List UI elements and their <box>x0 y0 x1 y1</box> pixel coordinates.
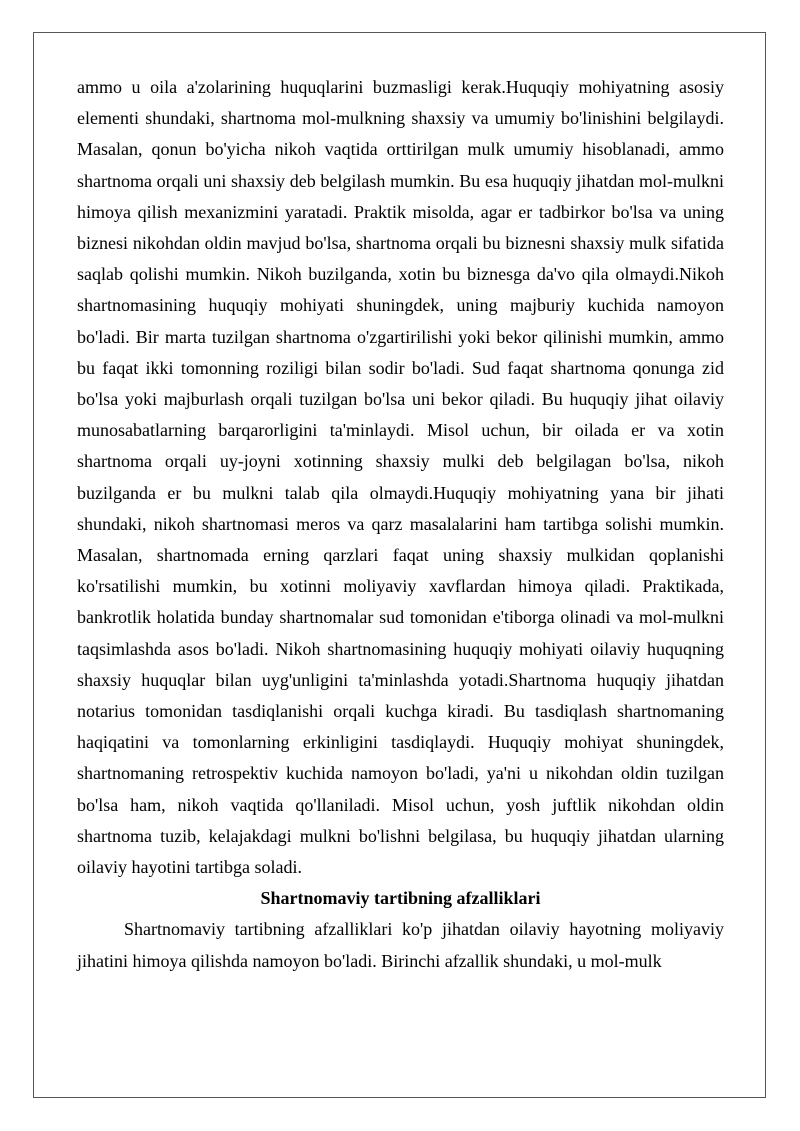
section-heading: Shartnomaviy tartibning afzalliklari <box>260 888 541 909</box>
body-paragraph-indented: Shartnomaviy tartibning afzalliklari ko'p jihatdan oilaviy hayotning moliyaviy jihatini himoya qilishda namoyon bo'ladi. Birinchi afzallik shundaki, u mol-mulk <box>77 919 724 971</box>
body-paragraph: ammo u oila a'zolarining huquqlarini buzmasligi kerak.Huquqiy mohiyatning asosiy elementi shundaki, shartnoma mol-mulkning shaxsiy va umumiy bo'linishini belgilaydi. Masalan, qonun bo'yicha nikoh vaqtida orttirilgan mulk umumiy hisoblanadi, ammo shartnoma orqali uni shaxsiy deb belgilash mumkin. Bu esa huquqiy jihatdan mol-mulkni himoya qilish mexanizmini yaratadi. Praktik misolda, agar er tadbirkor bo'lsa va uning biznesi nikohdan oldin mavjud bo'lsa, shartnoma orqali bu biznesni shaxsiy mulk sifatida saqlab qolishi mumkin. Nikoh buzilganda, xotin bu biznesga da'vo qila olmaydi.Nikoh shartnomasining huquqiy mohiyati shuningdek, uning majburiy kuchida namoyon bo'ladi. Bir marta tuzilgan shartnoma o'zgartirilishi yoki bekor qilinishi mumkin, ammo bu faqat ikki tomonning roziligi bilan sodir bo'ladi. Sud faqat shartnoma qonunga zid bo'lsa yoki majburlash orqali tuzilgan bo'lsa uni bekor qiladi. Bu huquqiy jihat oilaviy munosabatlarning barqarorligini ta'minlaydi. Misol uchun, bir oilada er va xotin shartnoma orqali uy-joyni xotinning shaxsiy mulki deb belgilagan bo'lsa, nikoh buzilganda er bu mulkni talab qila olmaydi.Huquqiy mohiyatning yana bir jihati shundaki, nikoh shartnomasi meros va qarz masalalarini ham tartibga solishi mumkin. Masalan, shartnomada erning qarzlari faqat uning shaxsiy mulkidan qoplanishi ko'rsatilishi mumkin, bu xotinni moliyaviy xavflardan himoya qiladi. Praktikada, bankrotlik holatida bunday shartnomalar sud tomonidan e'tiborga olinadi va mol-mulkni taqsimlashda asos bo'ladi. Nikoh shartnomasining huquqiy mohiyati oilaviy huquqning shaxsiy huquqlar bilan uyg'unligini ta'minlashda yotadi.Shartnoma huquqiy jihatdan notarius tomonidan tasdiqlanishi orqali kuchga kiradi. Bu tasdiqlash shartnomaning haqiqatini va tomonlarning erkinligini tasdiqlaydi. Huquqiy mohiyat shuningdek, shartnomaning retrospektiv kuchida namoyon bo'ladi, ya'ni u nikohdan oldin tuzilgan bo'lsa ham, nikoh vaqtida qo'llaniladi. Misol uchun, yosh juftlik nikohdan oldin shartnoma tuzib, kelajakdagi mulkni bo'lishni belgilasa, bu huquqiy jihatdan ularning oilaviy hayotini tartibga soladi. <box>77 77 724 878</box>
document-body <box>77 72 724 977</box>
